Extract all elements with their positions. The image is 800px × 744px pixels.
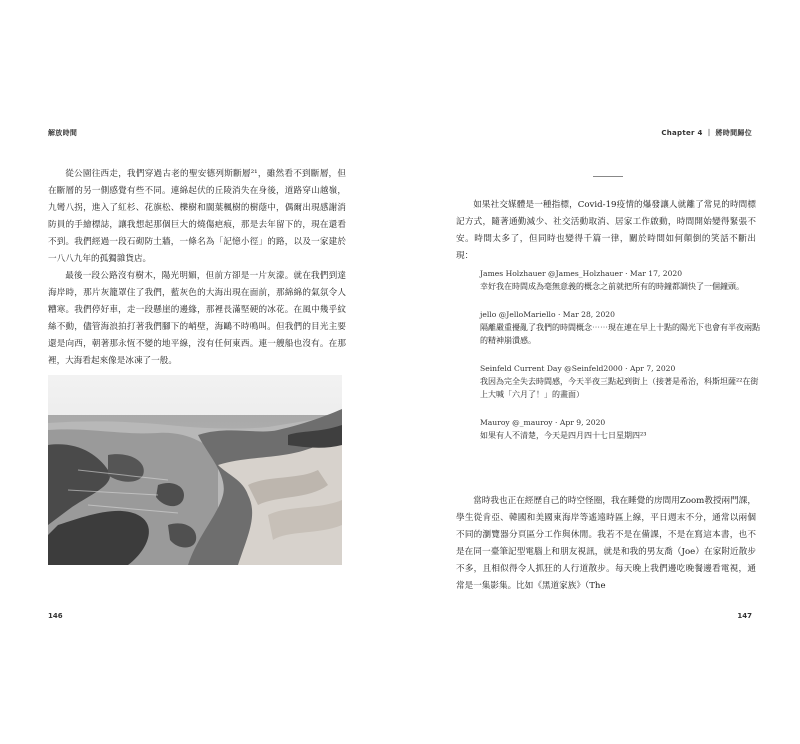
paragraph: 當時我也正在經歷自己的時空怪圈，我在睡覺的房間用Zoom教授兩門課，學生從肯亞、韓國和美國東海岸等遙遠時區上線，平日週末不分，通常以兩個不同的瀏覽器分頁區分工作與休閒。我若不是在備課，不是在寫這本書，也不是在同一臺筆記型電腦上和朋友視訊，就是和我的男友喬（Joe）在家附近散步不多，且相似得令人抓狂的人行道散步。每天晚上我們邊吃晚餐邊看電視，通常是一集影集。比如《黑道家族》（The [456,496,756,591]
tweet-text: 我因為完全失去時間感，今天半夜三點起到街上（接著是希治，科斯坦薩²²在街上大喊「六月了！」的畫面） [480,377,759,399]
section-divider [593,176,623,177]
tweet-quote: James Holzhauer @James_Holzhauer · Mar 17, 2020 幸好我在時間成為毫無意義的概念之前就把所有的時鐘都調快了一個鐘頭。 [480,268,760,293]
page-number-left: 146 [48,612,63,620]
running-head-right: Chapter 4 ｜ 將時間歸位 [661,129,752,137]
tweet-author: Seinfeld Current Day @Seinfeld2000 [480,364,623,373]
tweet-date: Mar 28, 2020 [562,310,615,319]
right-page [400,0,800,744]
paragraph: 如果社交媒體是一種指標，Covid-19疫情的爆發讓人就離了常見的時間標記方式，隨著通勤減少、社交活動取消、居家工作啟動，時間開始變得緊張不安。時間太多了，但同時也變得千篇一律，關於時間如何顛倒的笑話不斷出現： [456,200,756,261]
tweet-date: Apr 7, 2020 [629,364,676,373]
tweet-quote: Mauroy @_mauroy · Apr 9, 2020 如果有人不清楚，今天是四月四十七日星期四²³ [480,417,760,442]
outro-paragraph [456,493,756,595]
tweet-author: jello @JelloMariello [480,310,556,319]
page-number-right: 147 [737,612,752,620]
tweet-quote: Seinfeld Current Day @Seinfeld2000 · Apr 7, 2020 我因為完全失去時間感，今天半夜三點起到街上（接著是希治，科斯坦薩²²在街上大喊「六月了！」的畫面） [480,364,759,399]
intro-paragraph [456,197,756,265]
tweet-date: Apr 9, 2020 [559,418,606,427]
tweet-date: Mar 17, 2020 [629,269,683,278]
paragraph: 最後一段公路沒有樹木，陽光明媚，但前方卻是一片灰濛。就在我們到達海岸時，那片灰籠罩住了我們，藍灰色的大海出現在面前，那綿綿的氣氛令人糟寒。我們停好車，走一段懸崖的邊緣，那裡長滿堅硬的冰花。在風中幾乎紋絲不動，儘管海浪拍打著我們腳下的峭壁，海鷗不時鳴叫。但我們的目光主要還是向西，朝著那永恆不變的地平線，沒有任何東西。連一艘船也沒有。在那裡，大海看起來像是冰凍了一般。 [48,271,346,366]
paragraph: 從公園往西走，我們穿過古老的聖安德列斯斷層²¹，雖然看不到斷層，但在斷層的另一側感覺有些不同。連綿起伏的丘陵消失在身後，道路穿山越嶺，九彎八拐，進入了紅杉、花旗松、櫟樹和闊葉楓樹的樹蔭中，偶爾出現感謝消防員的手繪標誌，讓我想起那個巨大的燒傷疤痕，那是去年留下的，現在還看不到。我們經過一段石砌防土牆，一條名為「記憶小徑」的路，以及一家建於一八八九年的孤獨雜貨店。 [48,169,346,264]
running-head-left: 解放時間 [48,129,78,137]
coastline-photo [48,375,342,565]
left-body-text [48,166,346,370]
tweet-text: 如果有人不清楚，今天是四月四十七日星期四²³ [480,431,647,440]
tweet-text: 隔離嚴重擾亂了我們的時間概念⋯⋯現在連在早上十點的陽光下也會有半夜兩點的精神崩潰感。 [480,323,760,345]
tweet-text: 幸好我在時間成為毫無意義的概念之前就把所有的時鐘都調快了一個鐘頭。 [480,282,744,291]
tweet-author: Mauroy @_mauroy [480,418,553,427]
tweet-author: James Holzhauer @James_Holzhauer [480,269,623,278]
tweet-quotes [480,268,760,458]
tweet-quote: jello @JelloMariello · Mar 28, 2020 隔離嚴重擾亂了我們的時間概念⋯⋯現在連在早上十點的陽光下也會有半夜兩點的精神崩潰感。 [480,310,760,345]
